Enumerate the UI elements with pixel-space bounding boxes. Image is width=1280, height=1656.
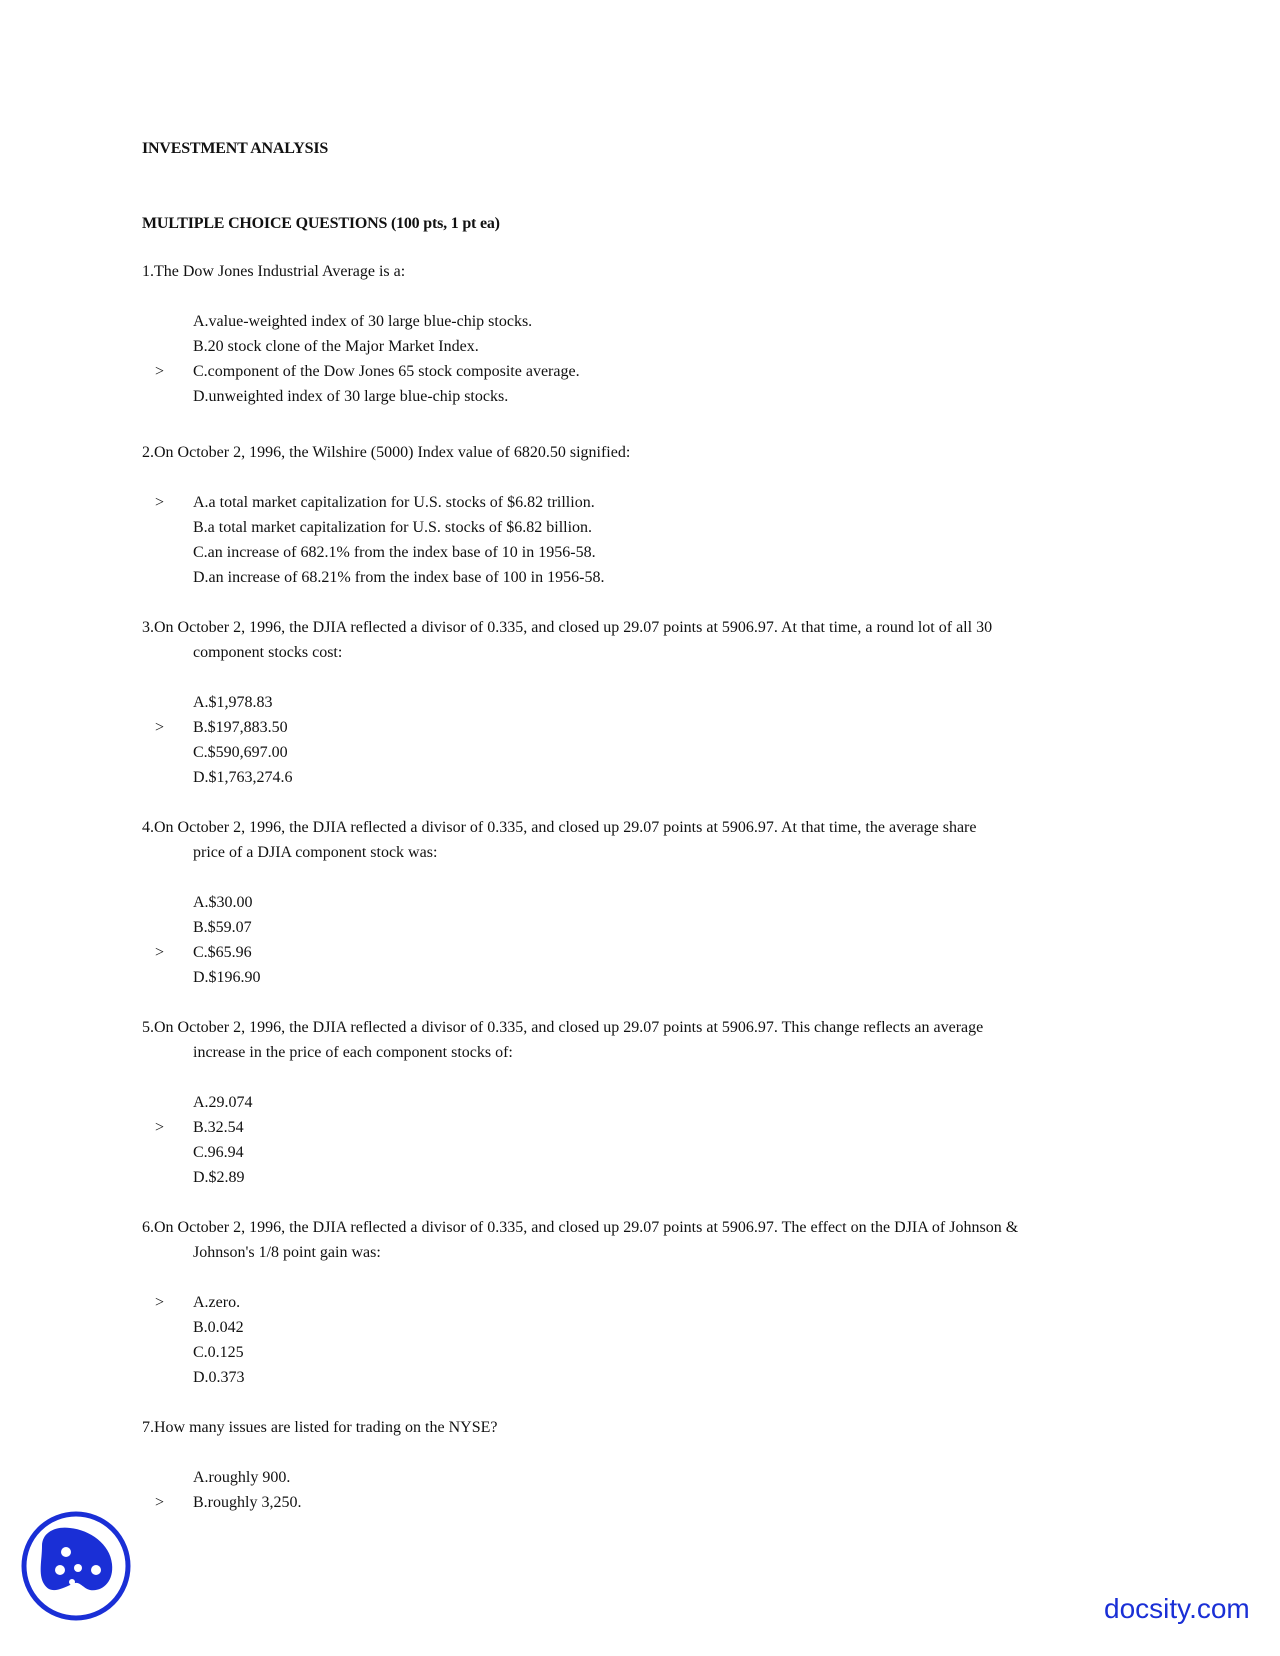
answer-marker: > <box>155 1119 165 1136</box>
answer-marker: > <box>155 719 165 736</box>
answer-marker: > <box>155 363 165 380</box>
question-text-continued: Johnson's 1/8 point gain was: <box>193 1244 381 1261</box>
question-2 <box>142 440 1142 465</box>
question-5 <box>142 1015 1142 1065</box>
question-4 <box>142 815 1142 865</box>
question-7 <box>142 1415 1142 1440</box>
option-3b: B.$197,883.50 <box>193 719 288 736</box>
question-text-continued: increase in the price of each component stocks of: <box>193 1044 513 1061</box>
option-3c: C.$590,697.00 <box>193 744 288 761</box>
question-3 <box>142 615 1142 665</box>
question-text: 5.On October 2, 1996, the DJIA reflected a divisor of 0.335, and closed up 29.07 points at 5906.97. This change reflects an average <box>142 1019 984 1036</box>
option-6a: A.zero. <box>193 1294 241 1311</box>
option-6b: B.0.042 <box>193 1319 244 1336</box>
option-2b: B.a total market capitalization for U.S. stocks of $6.82 billion. <box>193 519 593 536</box>
option-2a: A.a total market capitalization for U.S. stocks of $6.82 trillion. <box>193 494 595 511</box>
question-text-continued: price of a DJIA component stock was: <box>193 844 438 861</box>
answer-marker: > <box>155 494 165 511</box>
option-2d: D.an increase of 68.21% from the index base of 100 in 1956-58. <box>193 569 605 586</box>
option-1a: A.value-weighted index of 30 large blue-chip stocks. <box>193 313 533 330</box>
answer-marker: > <box>155 1494 165 1511</box>
docsity-logo-icon[interactable] <box>20 1510 132 1622</box>
question-text: 2.On October 2, 1996, the Wilshire (5000) Index value of 6820.50 signified: <box>142 444 631 461</box>
option-4a: A.$30.00 <box>193 894 253 911</box>
section-heading: MULTIPLE CHOICE QUESTIONS (100 pts, 1 pt ea) <box>142 215 500 232</box>
option-5b: B.32.54 <box>193 1119 244 1136</box>
option-1b: B.20 stock clone of the Major Market Index. <box>193 338 479 355</box>
question-text-continued: component stocks cost: <box>193 644 343 661</box>
option-5a: A.29.074 <box>193 1094 253 1111</box>
answer-marker: > <box>155 1294 165 1311</box>
option-1c: C.component of the Dow Jones 65 stock composite average. <box>193 363 580 380</box>
answer-marker: > <box>155 944 165 961</box>
question-text: 6.On October 2, 1996, the DJIA reflected a divisor of 0.335, and closed up 29.07 points at 5906.97. The effect on the DJIA of Johnson & <box>142 1219 1019 1236</box>
question-6 <box>142 1215 1142 1265</box>
question-text: 7.How many issues are listed for trading on the NYSE? <box>142 1419 498 1436</box>
option-3d: D.$1,763,274.6 <box>193 769 293 786</box>
option-4d: D.$196.90 <box>193 969 261 986</box>
option-4c: C.$65.96 <box>193 944 252 961</box>
option-7b: B.roughly 3,250. <box>193 1494 302 1511</box>
option-3a: A.$1,978.83 <box>193 694 273 711</box>
question-text: 4.On October 2, 1996, the DJIA reflected a divisor of 0.335, and closed up 29.07 points at 5906.97. At that time, the average share <box>142 819 977 836</box>
option-5c: C.96.94 <box>193 1144 244 1161</box>
option-6c: C.0.125 <box>193 1344 244 1361</box>
option-6d: D.0.373 <box>193 1369 245 1386</box>
docsity-brand-link[interactable]: docsity.com <box>1104 1593 1250 1624</box>
question-text: 3.On October 2, 1996, the DJIA reflected a divisor of 0.335, and closed up 29.07 points at 5906.97. At that time, a round lot of all 30 <box>142 619 993 636</box>
option-5d: D.$2.89 <box>193 1169 245 1186</box>
question-1 <box>142 259 1142 284</box>
option-7a: A.roughly 900. <box>193 1469 291 1486</box>
option-2c: C.an increase of 682.1% from the index base of 10 in 1956-58. <box>193 544 596 561</box>
option-4b: B.$59.07 <box>193 919 252 936</box>
option-1d: D.unweighted index of 30 large blue-chip stocks. <box>193 388 509 405</box>
document-title: INVESTMENT ANALYSIS <box>142 140 329 157</box>
question-text: 1.The Dow Jones Industrial Average is a: <box>142 263 406 280</box>
